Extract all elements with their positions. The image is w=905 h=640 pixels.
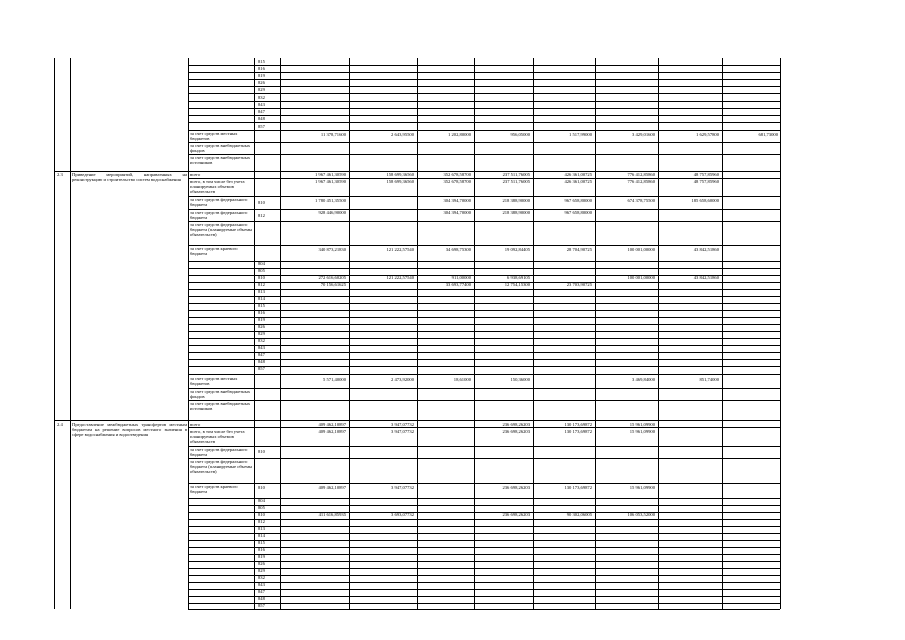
table-border-left — [54, 58, 55, 609]
row-divider — [188, 388, 780, 389]
row-divider — [188, 400, 780, 401]
value-cell: 130 173,69872 — [564, 485, 592, 490]
row-divider — [188, 289, 780, 290]
row-divider — [188, 221, 780, 222]
value-cell: 28 704,90725 — [566, 247, 592, 252]
row-divider — [188, 526, 780, 527]
code-cell: 826 — [258, 324, 265, 329]
code-cell: 812 — [258, 282, 265, 287]
code-cell: 813 — [258, 526, 265, 531]
row-title: Приведение мероприятий, направленных на реконструкцию и строительство систем водоснабжения — [72, 172, 187, 183]
source-label: за счет средств федерального бюджета — [190, 210, 248, 221]
row-divider — [188, 72, 780, 73]
row-divider — [188, 122, 780, 123]
value-cell: 158 699,36560 — [386, 179, 414, 184]
source-label: за счет средств местных бюджетов — [190, 376, 238, 387]
row-divider — [188, 115, 780, 116]
code-cell: 814 — [258, 533, 265, 538]
row-divider — [188, 547, 780, 548]
code-cell: 816 — [258, 310, 265, 315]
code-cell: 843 — [258, 345, 265, 350]
row-divider — [188, 101, 780, 102]
value-cell: 19 092,84405 — [504, 247, 530, 252]
code-cell: 847 — [258, 109, 265, 114]
value-cell: 411 616,85935 — [318, 512, 346, 517]
budget-table — [54, 58, 780, 609]
row-divider — [188, 352, 780, 353]
source-label: за счет средств внебюджетных источников — [190, 401, 251, 412]
value-cell: 237 511,76005 — [502, 172, 530, 177]
code-cell: 832 — [258, 575, 265, 580]
row-divider — [188, 65, 780, 66]
value-cell: 2 643,95500 — [391, 132, 414, 137]
value-cell: 100 001,00000 — [627, 247, 655, 252]
value-cell: 34 698,75300 — [445, 247, 471, 252]
code-cell: 812 — [258, 213, 265, 218]
value-cell: 426 361,00725 — [564, 179, 592, 184]
value-cell: 185 658,60000 — [691, 198, 719, 203]
value-cell: 121 222,57540 — [386, 247, 414, 252]
value-cell: 1 780 451,35500 — [314, 198, 346, 203]
code-cell: 815 — [258, 59, 265, 64]
row-divider — [188, 596, 780, 597]
value-cell: 48 757,85960 — [693, 179, 719, 184]
code-cell: 848 — [258, 359, 265, 364]
value-cell: 150,36000 — [510, 377, 530, 382]
col-divider — [70, 58, 71, 609]
source-label: за счет средств федерального бюджета (планируемые объемы обязательств) — [190, 459, 253, 475]
value-cell: 130 173,69872 — [564, 429, 592, 434]
value-cell: 3 693,07732 — [391, 512, 414, 517]
code-cell: 829 — [258, 87, 265, 92]
row-divider — [54, 420, 780, 421]
source-label: за счет средств краевого бюджета — [190, 246, 238, 257]
value-cell: 956,05000 — [510, 132, 530, 137]
row-divider — [188, 142, 780, 143]
row-divider — [188, 245, 780, 246]
code-cell: 819 — [258, 73, 265, 78]
value-cell: 11 378,71600 — [320, 132, 346, 137]
value-cell: 304 394,70000 — [443, 210, 471, 215]
value-cell: 130 173,69872 — [564, 422, 592, 427]
row-divider — [188, 324, 780, 325]
code-cell: 810 — [258, 485, 265, 490]
value-cell: 776 412,85860 — [627, 179, 655, 184]
value-cell: 15 961,09900 — [629, 429, 655, 434]
code-cell: 848 — [258, 116, 265, 121]
value-cell: 3 947,07732 — [391, 485, 414, 490]
value-cell: 106 053,52000 — [627, 512, 655, 517]
row-divider — [188, 317, 780, 318]
row-divider — [188, 331, 780, 332]
source-label: за счет средств краевого бюджета — [190, 484, 238, 495]
value-cell: 5 571,40000 — [323, 377, 346, 382]
code-cell: 832 — [258, 338, 265, 343]
row-divider — [188, 519, 780, 520]
source-label: всего, в том числе без учета планируемых объемов обязательств — [190, 429, 245, 445]
value-cell: 1 517,99000 — [569, 132, 592, 137]
row-number: 2.3 — [57, 172, 63, 177]
value-cell: 2 473,92000 — [391, 377, 414, 382]
value-cell: 928 446,90000 — [318, 210, 346, 215]
value-cell: 340 873,21830 — [318, 247, 346, 252]
value-cell: 100 001,00000 — [627, 275, 655, 280]
row-divider — [188, 582, 780, 583]
value-cell: 18,61000 — [453, 377, 471, 382]
row-divider — [188, 374, 780, 375]
source-label: за счет средств внебюджетных фондов — [190, 143, 251, 154]
row-divider — [188, 458, 780, 459]
value-cell: 409 462,10897 — [318, 485, 346, 490]
code-cell: 815 — [258, 303, 265, 308]
value-cell: 236 698,26203 — [502, 485, 530, 490]
source-label: всего — [190, 172, 201, 177]
code-cell: 816 — [258, 66, 265, 71]
value-cell: 218 388,90000 — [502, 198, 530, 203]
value-cell: 409 462,10897 — [318, 422, 346, 427]
row-number: 2.4 — [57, 422, 63, 427]
value-cell: 272 616,60205 — [318, 275, 346, 280]
value-cell: 681,73000 — [758, 132, 778, 137]
row-divider — [188, 261, 780, 262]
code-cell: 813 — [258, 289, 265, 294]
code-cell: 843 — [258, 102, 265, 107]
code-cell: 819 — [258, 317, 265, 322]
row-divider — [188, 359, 780, 360]
value-cell: 352 678,58700 — [443, 179, 471, 184]
value-cell: 304 394,70000 — [443, 198, 471, 203]
value-cell: 43 842,51860 — [693, 247, 719, 252]
row-divider — [188, 533, 780, 534]
value-cell: 236 698,26203 — [502, 422, 530, 427]
value-cell: 1 629,57800 — [696, 132, 719, 137]
code-cell: 826 — [258, 80, 265, 85]
source-label: всего, в том числе без учета планируемых объемов обязательств — [190, 179, 245, 195]
row-divider — [188, 310, 780, 311]
row-divider — [188, 589, 780, 590]
value-cell: 33 693,77400 — [445, 282, 471, 287]
row-divider — [188, 540, 780, 541]
code-cell: 843 — [258, 582, 265, 587]
code-cell: 812 — [258, 519, 265, 524]
value-cell: 15 961,09900 — [629, 422, 655, 427]
row-divider — [188, 554, 780, 555]
value-cell: 6 938,69105 — [507, 275, 530, 280]
source-label: за счет средств местных бюджетов — [190, 131, 238, 142]
code-cell: 857 — [258, 124, 265, 129]
value-cell: 3 947,07732 — [391, 422, 414, 427]
value-cell: 851,74000 — [699, 377, 719, 382]
row-divider — [188, 303, 780, 304]
value-cell: 967 658,80000 — [564, 198, 592, 203]
value-cell: 1 202,80000 — [448, 132, 471, 137]
code-cell: 857 — [258, 366, 265, 371]
value-cell: 218 388,90000 — [502, 210, 530, 215]
row-divider — [188, 268, 780, 269]
code-cell: 816 — [258, 547, 265, 552]
code-cell: 814 — [258, 296, 265, 301]
row-divider — [188, 93, 780, 94]
value-cell: 48 757,85960 — [693, 172, 719, 177]
source-label: за счет средств федерального бюджета (планируемые объемы обязательств) — [190, 222, 253, 238]
value-cell: 12 754,15300 — [504, 282, 530, 287]
code-cell: 847 — [258, 589, 265, 594]
row-divider — [188, 498, 780, 499]
row-divider — [188, 561, 780, 562]
row-divider — [188, 86, 780, 87]
source-label: за счет средств внебюджетных фондов — [190, 389, 251, 400]
value-cell: 23 703,90725 — [566, 282, 592, 287]
table-border-right — [780, 58, 781, 609]
row-divider — [188, 483, 780, 484]
code-cell: 829 — [258, 568, 265, 573]
code-cell: 805 — [258, 268, 265, 273]
code-cell: 832 — [258, 95, 265, 100]
row-divider — [188, 108, 780, 109]
row-divider — [188, 609, 780, 610]
value-cell: 15 961,09900 — [629, 485, 655, 490]
value-cell: 121 222,57540 — [386, 275, 414, 280]
code-cell: 804 — [258, 261, 265, 266]
value-cell: 1 967 461,30590 — [314, 172, 346, 177]
row-divider — [188, 366, 780, 367]
row-divider — [188, 154, 780, 155]
code-cell: 847 — [258, 352, 265, 357]
source-label: за счет средств федерального бюджета — [190, 447, 248, 458]
code-cell: 819 — [258, 554, 265, 559]
row-divider — [188, 130, 780, 131]
row-divider — [188, 446, 780, 447]
value-cell: 237 511,76005 — [502, 179, 530, 184]
code-cell: 826 — [258, 561, 265, 566]
row-divider — [188, 568, 780, 569]
row-divider — [188, 603, 780, 604]
row-divider — [188, 505, 780, 506]
value-cell: 352 678,58700 — [443, 172, 471, 177]
code-cell: 810 — [258, 200, 265, 205]
row-divider — [188, 79, 780, 80]
value-cell: 911,00000 — [451, 275, 471, 280]
code-cell: 848 — [258, 596, 265, 601]
value-cell: 236 698,26203 — [502, 429, 530, 434]
value-cell: 776 412,85860 — [627, 172, 655, 177]
value-cell: 1 967 461,30590 — [314, 179, 346, 184]
code-cell: 804 — [258, 498, 265, 503]
code-cell: 857 — [258, 603, 265, 608]
row-divider — [188, 296, 780, 297]
row-divider — [188, 345, 780, 346]
value-cell: 426 361,00725 — [564, 172, 592, 177]
source-label: всего — [190, 422, 201, 427]
value-cell: 3 947,07732 — [391, 429, 414, 434]
row-divider — [188, 338, 780, 339]
value-cell: 158 699,36560 — [386, 172, 414, 177]
value-cell: 43 842,51860 — [693, 275, 719, 280]
value-cell: 236 698,26203 — [502, 512, 530, 517]
code-cell: 810 — [258, 512, 265, 517]
source-label: за счет средств федерального бюджета — [190, 197, 248, 208]
value-cell: 70 156,61625 — [320, 282, 346, 287]
code-cell: 810 — [258, 275, 265, 280]
value-cell: 409 462,10897 — [318, 429, 346, 434]
row-title: Предоставление межбюджетных трансфертов местным бюджетам на решение вопросов местного значения в сфере водоснабжения и водоотведения — [72, 422, 187, 438]
source-label: за счет средств внебюджетных источников — [190, 155, 251, 166]
code-cell: 829 — [258, 331, 265, 336]
code-cell: 805 — [258, 505, 265, 510]
row-divider — [188, 575, 780, 576]
value-cell: 674 378,75500 — [627, 198, 655, 203]
code-cell: 815 — [258, 540, 265, 545]
code-cell: 810 — [258, 449, 265, 454]
row-divider — [188, 196, 780, 197]
value-cell: 967 658,80000 — [564, 210, 592, 215]
value-cell: 3 429,01600 — [632, 132, 655, 137]
value-cell: 3 469,84000 — [632, 377, 655, 382]
value-cell: 90 302,06005 — [566, 512, 592, 517]
